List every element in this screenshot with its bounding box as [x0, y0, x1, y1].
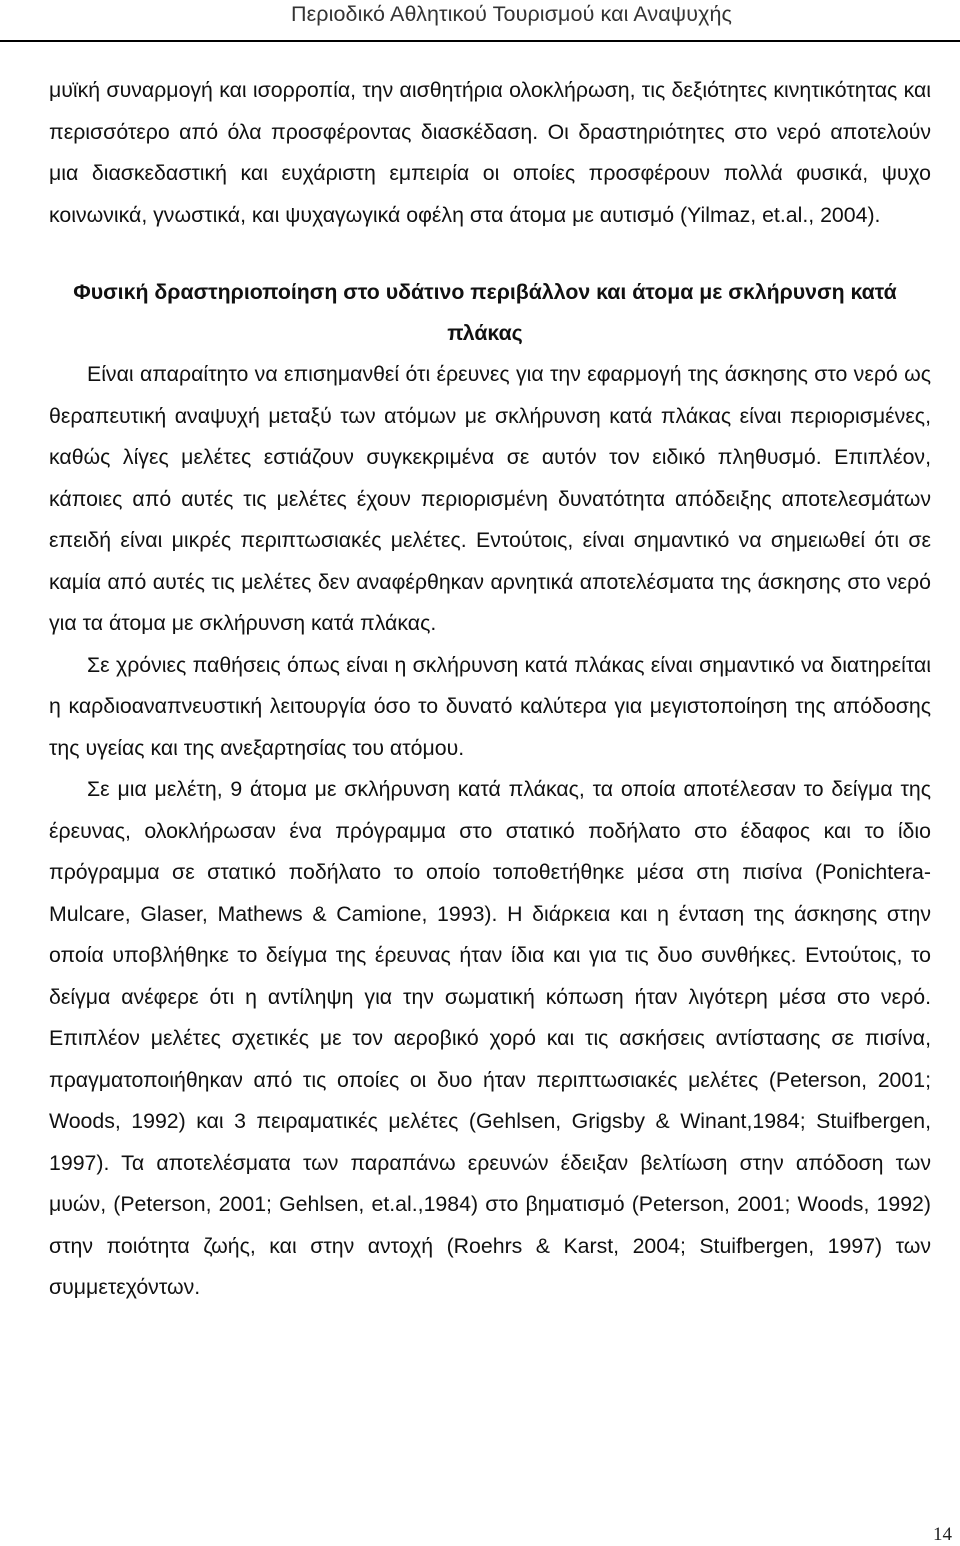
- body-paragraph-1: Είναι απαραίτητο να επισημανθεί ότι έρευνες για την εφαρμογή της άσκησης στο νερό ως θεραπευτική αναψυχή μεταξύ των ατόμων με σκλήρυνση κατά πλάκας είναι περιορισμένες, καθώς λίγες μελέτες εστιάζουν συγκεκριμένα σε αυτόν τον ειδικό πληθυσμό. Επιπλέον, κάποιες από αυτές τις μελέτες έχουν περιορισμένη δυνατότητα απόδειξης αποτελεσμάτων επειδή είναι μικρές περιπτωσιακές μελέτες. Εντούτοις, είναι σημαντικό να σημειωθεί ότι σε καμία από αυτές τις μελέτες δεν αναφέρθηκαν αρνητικά αποτελέσματα της άσκησης στο νερό για τα άτομα με σκλήρυνση κατά πλάκας.: [49, 362, 931, 635]
- header-divider: [0, 40, 960, 42]
- section-heading: Φυσική δραστηριοποίηση στο υδάτινο περιβάλλον και άτομα με σκλήρυνση κατά πλάκας: [73, 280, 897, 345]
- page-body: [49, 70, 931, 1309]
- journal-title: Περιοδικό Αθλητικού Τουρισμού και Αναψυχής: [290, 2, 732, 26]
- intro-paragraph: μυϊκή συναρμογή και ισορροπία, την αισθητήρια ολοκλήρωση, τις δεξιότητες κινητικότητας και περισσότερο από όλα προσφέροντας διασκέδαση. Οι δραστηριότητες στο νερό αποτελούν μια διασκεδαστική και ευχάριστη εμπειρία οι οποίες προσφέρουν πολλά φυσικά, ψυχο κοινωνικά, γνωστικά, και ψυχαγωγικά οφέλη στα άτομα με αυτισμό (Yilmaz, et.al., 2004).: [49, 78, 931, 227]
- running-header: [0, 2, 960, 27]
- body-paragraph-3: Σε μια μελέτη, 9 άτομα με σκλήρυνση κατά πλάκας, τα οποία αποτέλεσαν το δείγμα της έρευνας, ολοκλήρωσαν ένα πρόγραμμα στο στατικό ποδήλατο στο έδαφος και το ίδιο πρόγραμμα σε στατικό ποδήλατο το οποίο τοποθετήθηκε μέσα στη πισίνα (Ponichtera-Mulcare, Glaser, Mathews & Camione, 1993). Η διάρκεια και η ένταση της άσκησης στην οποία υποβλήθηκε το δείγμα της έρευνας ήταν ίδια και για τις δυο συνθήκες. Εντούτοις, το δείγμα ανέφερε ότι η αντίληψη για την σωματική κόπωση ήταν λιγότερη μέσα στο νερό. Επιπλέον μελέτες σχετικές με τον αεροβικό χορό και τις ασκήσεις αντίστασης σε πισίνα, πραγματοποιήθηκαν από τις οποίες οι δυο ήταν περιπτωσιακές μελέτες (Peterson, 2001; Woods, 1992) και 3 πειραματικές μελέτες (Gehlsen, Grigsby & Winant,1984; Stuifbergen, 1997). Τα αποτελέσματα των παραπάνω ερευνών έδειξαν βελτίωση στην απόδοση των μυών, (Peterson, 2001; Gehlsen, et.al.,1984) στο βηματισμό (Peterson, 2001; Woods, 1992) στην ποιότητα ζωής, και στην αντοχή (Roehrs & Karst, 2004; Stuifbergen, 1997) των συμμετεχόντων.: [49, 777, 931, 1299]
- body-paragraph-2: Σε χρόνιες παθήσεις όπως είναι η σκλήρυνση κατά πλάκας είναι σημαντικό να διατηρείται η καρδιοαναπνευστική λειτουργία όσο το δυνατό καλύτερα για μεγιστοποίηση της απόδοσης της υγείας και της ανεξαρτησίας του ατόμου.: [49, 652, 931, 760]
- page-number: 14: [933, 1524, 952, 1545]
